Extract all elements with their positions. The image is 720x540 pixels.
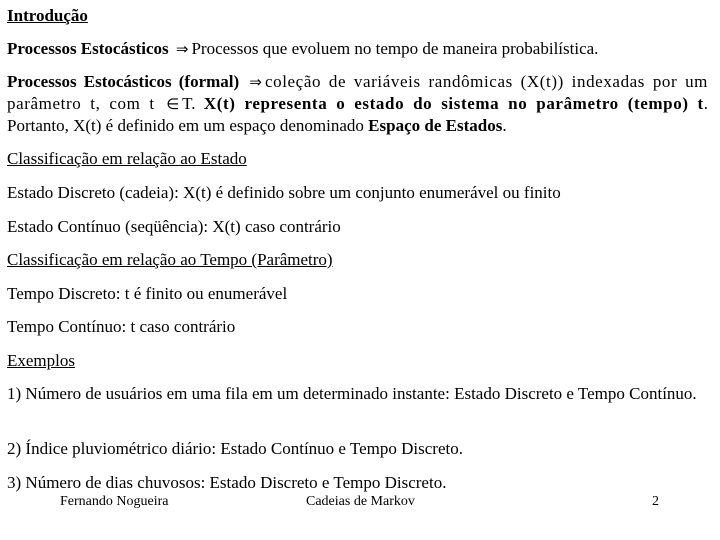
definition-informal bbox=[7, 38, 708, 60]
section-heading: Introdução bbox=[7, 6, 88, 25]
definition-term: Processos Estocásticos bbox=[7, 39, 169, 58]
implies-arrow-icon: ⇒ bbox=[249, 73, 262, 91]
example-item: 1) Número de usuários em uma fila em um determinado instante: Estado Discreto e Tempo Contínuo. bbox=[7, 384, 697, 403]
examples-title: Exemplos bbox=[7, 351, 75, 370]
definition-formal bbox=[7, 71, 708, 136]
definition-formal-text-3: . Portanto, X(t) é definido em um espaço denominado bbox=[7, 94, 709, 135]
definition-text: Processos que evoluem no tempo de maneira probabilística. bbox=[191, 39, 599, 58]
element-of-icon: ∈ bbox=[166, 95, 180, 113]
footer-author: Fernando Nogueira bbox=[60, 494, 169, 509]
state-continuous: Estado Contínuo (seqüência): X(t) caso contrário bbox=[7, 217, 341, 236]
footer-subject: Cadeias de Markov bbox=[306, 494, 415, 509]
state-space-term: Espaço de Estados bbox=[368, 116, 503, 135]
definition-formal-term: Processos Estocásticos (formal) bbox=[7, 72, 240, 91]
implies-arrow-icon: ⇒ bbox=[175, 40, 189, 58]
state-definition: X(t) representa o estado do sistema no parâmetro (tempo) t bbox=[203, 94, 704, 113]
example-item: 3) Número de dias chuvosos: Estado Discreto e Tempo Discreto. bbox=[7, 473, 447, 492]
definition-formal-text-2: T. bbox=[182, 94, 196, 113]
example-item: 2) Índice pluviométrico diário: Estado Contínuo e Tempo Discreto. bbox=[7, 439, 463, 458]
time-discrete: Tempo Discreto: t é finito ou enumerável bbox=[7, 284, 288, 303]
time-continuous: Tempo Contínuo: t caso contrário bbox=[7, 317, 236, 336]
definition-formal-text-4: . bbox=[502, 116, 507, 135]
state-classification-title: Classificação em relação ao Estado bbox=[7, 149, 247, 168]
footer-page-number: 2 bbox=[652, 494, 659, 509]
page-footer bbox=[0, 494, 720, 514]
state-discrete: Estado Discreto (cadeia): X(t) é definido sobre um conjunto enumerável ou finito bbox=[7, 183, 561, 202]
definition-formal-text: coleção de variáveis randômicas (X(t)) indexadas por um parâmetro t, com t bbox=[7, 72, 708, 113]
time-classification-title: Classificação em relação ao Tempo (Parâmetro) bbox=[7, 250, 333, 269]
